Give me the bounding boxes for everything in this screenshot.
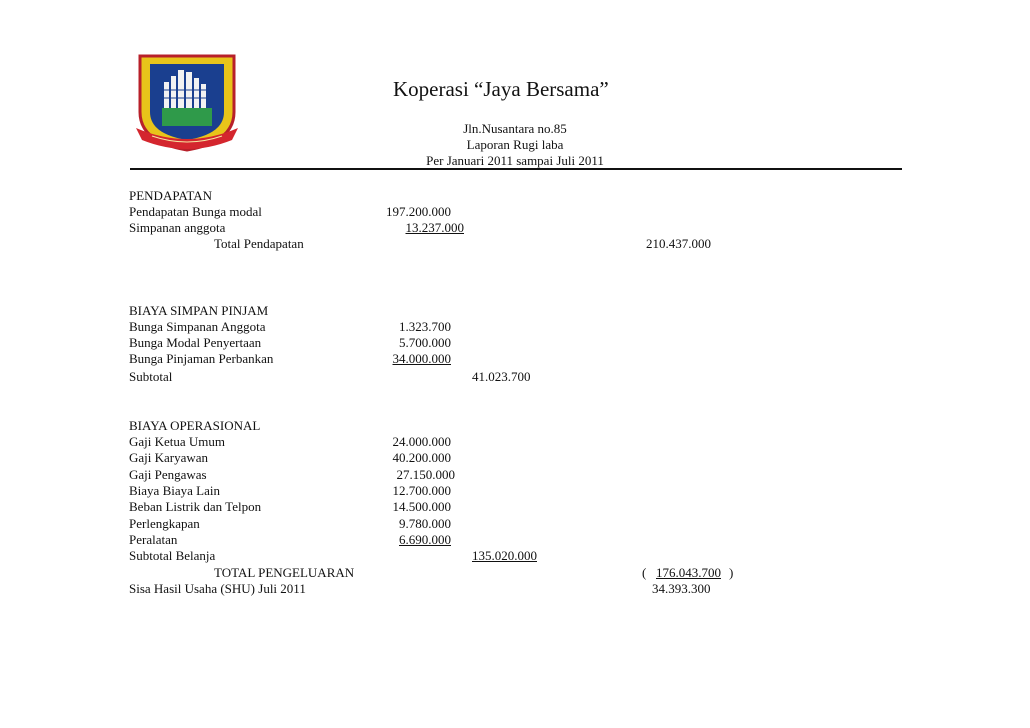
biaya-simpan-pinjam-item-value: 5.700.000 [399, 335, 451, 350]
biaya-operasional-item-label: Perlengkapan [129, 516, 200, 531]
biaya-operasional-item-value: 12.700.000 [392, 483, 451, 498]
biaya-operasional-item-label: Biaya Biaya Lain [129, 483, 220, 498]
total-pendapatan-label: Total Pendapatan [214, 236, 304, 251]
biaya-operasional-item-value: 9.780.000 [399, 516, 451, 531]
subtotal-simpan-pinjam-value: 41.023.700 [472, 369, 531, 384]
biaya-operasional-item-value: 6.690.000 [399, 532, 451, 547]
section-heading-pendapatan: PENDAPATAN [129, 188, 212, 203]
total-pengeluaran-label: TOTAL PENGELUARAN [214, 565, 355, 580]
pendapatan-item-value: 197.200.000 [386, 204, 451, 219]
header-divider [130, 168, 902, 170]
biaya-operasional-item-value: 27.150.000 [396, 467, 455, 482]
subtotal-belanja-label: Subtotal Belanja [129, 548, 216, 563]
biaya-operasional-item-label: Beban Listrik dan Telpon [129, 499, 262, 514]
total-pengeluaran-open-paren: ( [642, 565, 647, 580]
pendapatan-item-label: Simpanan anggota [129, 220, 226, 235]
section-heading-biaya-simpan-pinjam: BIAYA SIMPAN PINJAM [129, 303, 269, 318]
shu-value: 34.393.300 [652, 581, 711, 596]
page-title: Koperasi “Jaya Bersama” [393, 77, 609, 101]
header-report-name: Laporan Rugi laba [466, 137, 564, 152]
biaya-simpan-pinjam-item-label: Bunga Modal Penyertaan [129, 335, 262, 350]
biaya-operasional-item-value: 40.200.000 [392, 450, 451, 465]
header-period: Per Januari 2011 sampai Juli 2011 [426, 153, 604, 168]
shu-label: Sisa Hasil Usaha (SHU) Juli 2011 [129, 581, 306, 596]
biaya-operasional-item-label: Gaji Pengawas [129, 467, 207, 482]
biaya-simpan-pinjam-item-label: Bunga Pinjaman Perbankan [129, 351, 274, 366]
total-pengeluaran-value: 176.043.700 [656, 565, 721, 580]
total-pendapatan-value: 210.437.000 [646, 236, 711, 251]
pendapatan-item-label: Pendapatan Bunga modal [129, 204, 262, 219]
subtotal-simpan-pinjam-label: Subtotal [129, 369, 173, 384]
header-address: Jln.Nusantara no.85 [463, 121, 567, 136]
biaya-operasional-item-label: Gaji Ketua Umum [129, 434, 226, 449]
biaya-simpan-pinjam-item-value: 1.323.700 [399, 319, 451, 334]
biaya-operasional-item-value: 14.500.000 [392, 499, 451, 514]
biaya-simpan-pinjam-item-value: 34.000.000 [392, 351, 451, 366]
subtotal-belanja-value: 135.020.000 [472, 548, 537, 563]
section-heading-biaya-operasional: BIAYA OPERASIONAL [129, 418, 261, 433]
biaya-operasional-item-value: 24.000.000 [392, 434, 451, 449]
total-pengeluaran-close-paren: ) [729, 565, 734, 580]
biaya-simpan-pinjam-item-label: Bunga Simpanan Anggota [129, 319, 266, 334]
biaya-operasional-item-label: Gaji Karyawan [129, 450, 209, 465]
pendapatan-item-value: 13.237.000 [405, 220, 464, 235]
biaya-operasional-item-label: Peralatan [129, 532, 178, 547]
cooperative-logo-icon [132, 50, 242, 154]
